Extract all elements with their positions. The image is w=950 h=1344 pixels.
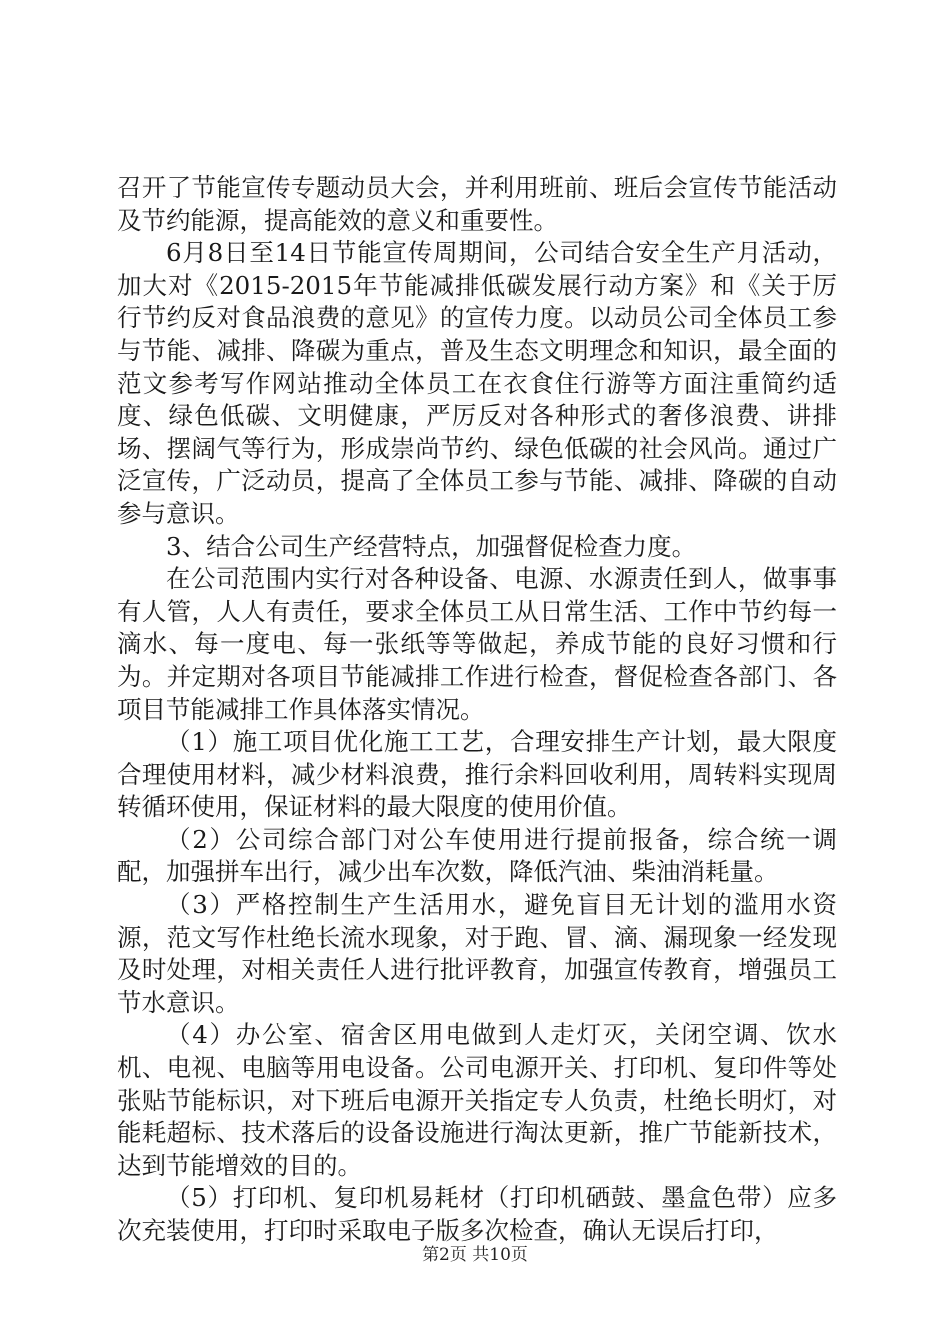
paragraph-2: 6月8日至14日节能宣传周期间，公司结合安全生产月活动，加大对《2015-2015年节能减排低碳发展行动方案》和《关于厉行节约反对食品浪费的意见》的宣传力度。以动员公司全体员工参与节能、减排、降碳为重点，普及生态文明理念和知识，最全面的范文参考写作网站推动全体员工在衣食住行游等方面注重简约适度、绿色低碳、文明健康，严厉反对各种形式的奢侈浪费、讲排场、摆阔气等行为，形成崇尚节约、绿色低碳的社会风尚。通过广泛宣传，广泛动员，提高了全体员工参与节能、减排、降碳的自动参与意识。 xyxy=(117,238,837,528)
paragraph-8: （4）办公室、宿舍区用电做到人走灯灭，关闭空调、饮水机、电视、电脑等用电设备。公司电源开关、打印机、复印件等处张贴节能标识，对下班后电源开关指定专人负责，杜绝长明灯，对能耗超标、技术落后的设备设施进行淘汰更新，推广节能新技术，达到节能增效的目的。 xyxy=(117,1020,837,1180)
page-footer xyxy=(0,1240,950,1265)
paragraph-1: 召开了节能宣传专题动员大会，并利用班前、班后会宣传节能活动及节约能源，提高能效的意义和重要性。 xyxy=(117,173,837,235)
paragraph-4: 在公司范围内实行对各种设备、电源、水源责任到人，做事事有人管，人人有责任，要求全体员工从日常生活、工作中节约每一滴水、每一度电、每一张纸等等做起，养成节能的良好习惯和行为。并定期对各项目节能减排工作进行检查，督促检查各部门、各项目节能减排工作具体落实情况。 xyxy=(117,564,837,724)
paragraph-9: （5）打印机、复印机易耗材（打印机硒鼓、墨盒色带）应多次充装使用，打印时采取电子版多次检查，确认无误后打印， xyxy=(117,1183,837,1245)
paragraph-6: （2）公司综合部门对公车使用进行提前报备，综合统一调配，加强拼车出行，减少出车次数，降低汽油、柴油消耗量。 xyxy=(117,824,837,887)
paragraph-7: （3）严格控制生产生活用水，避免盲目无计划的滥用水资源，范文写作杜绝长流水现象，对于跑、冒、滴、漏现象一经发现及时处理，对相关责任人进行批评教育，加强宣传教育，增强员工节水意识。 xyxy=(117,890,837,1017)
document-body xyxy=(117,172,837,1248)
paragraph-5: （1）施工项目优化施工工艺，合理安排生产计划，最大限度合理使用材料，减少材料浪费，推行余料回收利用，周转料实现周转循环使用，保证材料的最大限度的使用价值。 xyxy=(117,727,837,822)
paragraph-3: 3、结合公司生产经营特点，加强督促检查力度。 xyxy=(166,531,697,561)
page-number: 第2页 共10页 xyxy=(422,1245,528,1265)
